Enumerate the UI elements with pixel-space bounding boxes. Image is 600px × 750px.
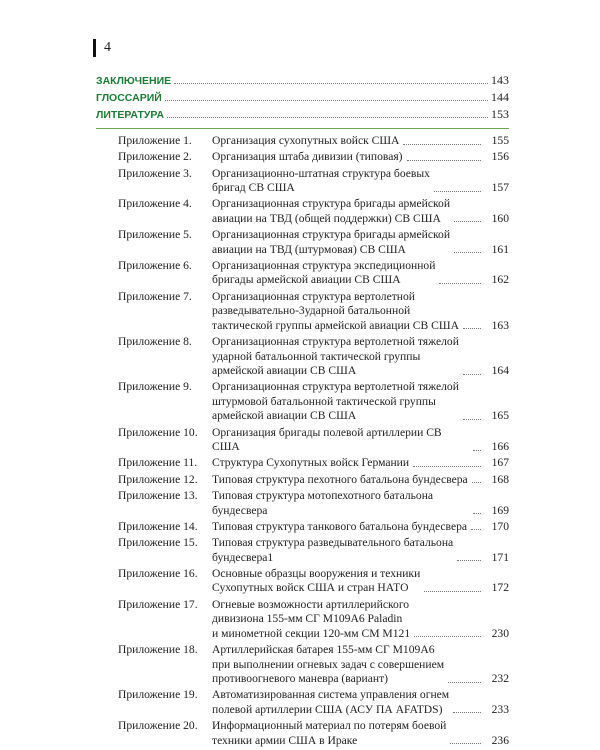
appendix-label: Приложение 10. xyxy=(118,425,198,439)
section-page-number: 144 xyxy=(491,90,509,104)
dot-leader xyxy=(454,221,481,222)
toc-appendix-entry[interactable] xyxy=(96,567,509,596)
appendix-title: Организация бригады полевой артиллерии СВ США xyxy=(212,425,442,454)
dot-leader xyxy=(407,160,481,161)
toc-appendix-entry[interactable] xyxy=(96,473,509,488)
appendix-page-number: 172 xyxy=(491,581,509,595)
section-page-number: 143 xyxy=(491,73,509,87)
appendix-label: Приложение 5. xyxy=(118,228,192,242)
appendix-page-number: 236 xyxy=(491,733,509,747)
appendix-title: Типовая структура мотопехотного батальона бундесвера xyxy=(212,489,434,517)
appendix-body xyxy=(212,688,509,717)
appendix-label: Приложение 17. xyxy=(118,597,198,611)
appendix-page-number: 165 xyxy=(491,409,509,423)
appendix-body xyxy=(212,335,509,379)
appendix-title: Организация сухопутных войск США xyxy=(212,134,400,147)
toc-appendix-entry[interactable] xyxy=(96,150,509,165)
appendix-label: Приложение 19. xyxy=(118,688,198,702)
appendix-title: Организационно-штатная структура боевых бригад СВ США xyxy=(212,166,430,195)
appendix-title: Организационная структура бригады армейской авиации на ТВД (штурмовая) СВ США xyxy=(212,228,451,256)
dot-leader xyxy=(403,144,481,145)
appendix-title: Организационная структура вертолетной тяжелой штурмовой батальонной тактической группы армейской авиации СВ США xyxy=(212,380,459,423)
section-page-number: 153 xyxy=(491,107,509,121)
dot-leader xyxy=(454,252,481,253)
appendix-body xyxy=(212,290,509,334)
dot-leader xyxy=(472,482,481,483)
appendix-title: Информационный материал по потерям боевой техники армии США в Ираке xyxy=(212,719,447,747)
appendix-body xyxy=(212,167,509,196)
appendix-title: Организационная структура вертолетной тяжелой ударной батальонной тактической группы армейской авиации СВ США xyxy=(212,335,459,378)
appendix-body xyxy=(212,150,509,165)
appendix-body xyxy=(212,473,509,488)
appendix-page-number: 162 xyxy=(491,273,509,287)
appendix-label: Приложение 15. xyxy=(118,536,198,550)
dot-leader xyxy=(457,560,481,561)
appendix-page-number: 167 xyxy=(491,456,509,470)
appendix-page-number: 156 xyxy=(491,150,509,164)
appendix-title: Организационная структура бригады армейской авиации на ТВД (общей поддержки) СВ США xyxy=(212,197,451,225)
appendix-title: Типовая структура пехотного батальона бундесвера xyxy=(212,472,468,486)
appendix-body xyxy=(212,520,509,535)
appendix-title: Организационная структура экспедиционной бригады армейской авиации СВ США xyxy=(212,258,436,287)
appendix-label: Приложение 13. xyxy=(118,489,198,503)
appendix-page-number: 168 xyxy=(491,472,509,486)
appendix-page-number: 157 xyxy=(491,181,509,195)
appendix-page-number: 233 xyxy=(491,702,509,716)
appendix-page-number: 164 xyxy=(491,364,509,378)
toc-section-entry[interactable] xyxy=(96,72,509,89)
dot-leader xyxy=(448,682,481,683)
page-number: 4 xyxy=(104,40,111,55)
appendix-body xyxy=(212,598,509,642)
section-divider xyxy=(96,128,509,129)
dot-leader xyxy=(434,191,481,192)
appendix-title: Структура Сухопутных войск Германии xyxy=(212,456,410,470)
toc-appendix-entry[interactable] xyxy=(96,520,509,535)
appendix-page-number: 161 xyxy=(491,242,509,256)
appendix-title: Типовая структура разведывательного батальона бундесвера1 xyxy=(212,536,454,564)
appendix-page-number: 171 xyxy=(491,550,509,564)
appendix-label: Приложение 18. xyxy=(118,643,198,657)
dot-leader xyxy=(167,117,488,118)
table-of-contents xyxy=(96,72,509,750)
section-title: ЗАКЛЮЧЕНИЕ xyxy=(96,75,172,87)
section-list xyxy=(96,72,509,123)
appendix-page-number: 166 xyxy=(491,440,509,454)
toc-section-entry[interactable] xyxy=(96,89,509,106)
toc-appendix-entry[interactable] xyxy=(96,688,509,717)
dot-leader xyxy=(473,450,481,451)
dot-leader xyxy=(463,419,481,420)
appendix-body xyxy=(212,489,509,518)
dot-leader xyxy=(473,513,481,514)
appendix-label: Приложение 16. xyxy=(118,566,198,580)
dot-leader xyxy=(471,529,481,530)
appendix-label: Приложение 14. xyxy=(118,519,198,533)
appendix-page-number: 230 xyxy=(491,626,509,640)
dot-leader xyxy=(463,328,481,329)
appendix-body xyxy=(212,536,509,565)
appendix-title: Типовая структура танкового батальона бундесвера xyxy=(212,519,468,533)
appendix-page-number: 155 xyxy=(491,134,509,147)
toc-appendix-entry[interactable] xyxy=(96,197,509,226)
appendix-label: Приложение 7. xyxy=(118,289,192,303)
appendix-title: Артиллерийская батарея 155-мм СГ М109А6 при выполнении огневых задач с совершением противоогневого маневра (вариант) xyxy=(212,643,445,686)
toc-appendix-entry[interactable] xyxy=(96,456,509,471)
toc-appendix-entry[interactable] xyxy=(96,335,509,379)
appendix-title: Основные образцы вооружения и техники Сухопутных войск США и стран НАТО xyxy=(212,566,421,595)
toc-section-entry[interactable] xyxy=(96,106,509,123)
appendix-title: Автоматизированная система управления огнем полевой артиллерии США (АСУ ПА AFATDS) xyxy=(212,688,450,716)
appendix-label: Приложение 9. xyxy=(118,380,192,394)
toc-appendix-entry[interactable] xyxy=(96,167,509,196)
appendix-label: Приложение 3. xyxy=(118,166,192,180)
header-bar xyxy=(93,39,96,57)
appendix-title: Огневые возможности артиллерийского дивизиона 155-мм СГ М109А6 Paladin и минометной секции 120-мм СМ М121 xyxy=(212,597,411,640)
toc-appendix-entry[interactable] xyxy=(96,426,509,455)
appendix-label: Приложение 2. xyxy=(118,150,192,164)
appendix-label: Приложение 8. xyxy=(118,335,192,349)
toc-appendix-entry[interactable] xyxy=(96,598,509,642)
appendix-body xyxy=(212,719,509,748)
dot-leader xyxy=(453,712,481,713)
dot-leader xyxy=(463,374,481,375)
dot-leader xyxy=(414,636,481,637)
appendix-page-number: 169 xyxy=(491,503,509,517)
appendix-label: Приложение 6. xyxy=(118,258,192,272)
appendix-body xyxy=(212,197,509,226)
dot-leader xyxy=(450,743,481,744)
appendix-label: Приложение 1. xyxy=(118,134,192,147)
appendix-title: Организация штаба дивизии (типовая) xyxy=(212,150,403,164)
toc-appendix-entry[interactable] xyxy=(96,489,509,518)
toc-appendix-entry[interactable] xyxy=(96,719,509,748)
appendix-body xyxy=(212,259,509,288)
appendix-list xyxy=(96,134,509,748)
appendix-page-number: 163 xyxy=(491,318,509,332)
appendix-body xyxy=(212,426,509,455)
appendix-title: Организационная структура вертолетной разведывательно-3ударной батальонной тактической группы армейской авиации СВ США xyxy=(212,289,459,332)
appendix-page-number: 160 xyxy=(491,211,509,225)
appendix-body xyxy=(212,456,509,471)
toc-appendix-entry[interactable] xyxy=(96,290,509,334)
dot-leader xyxy=(413,466,481,467)
appendix-body xyxy=(212,380,509,424)
appendix-label: Приложение 12. xyxy=(118,472,198,486)
dot-leader xyxy=(424,591,481,592)
section-title: ГЛОССАРИЙ xyxy=(96,92,162,104)
page-header xyxy=(93,38,111,58)
appendix-page-number: 232 xyxy=(491,672,509,686)
appendix-label: Приложение 20. xyxy=(118,719,198,733)
toc-appendix-entry[interactable] xyxy=(96,259,509,288)
appendix-label: Приложение 4. xyxy=(118,197,192,211)
appendix-label: Приложение 11. xyxy=(118,456,198,470)
appendix-page-number: 170 xyxy=(491,519,509,533)
toc-appendix-entry[interactable] xyxy=(96,643,509,687)
appendix-body xyxy=(212,643,509,687)
toc-appendix-entry[interactable] xyxy=(96,134,509,149)
appendix-body xyxy=(212,567,509,596)
section-title: ЛИТЕРАТУРА xyxy=(96,109,165,121)
dot-leader xyxy=(165,100,488,101)
toc-appendix-entry[interactable] xyxy=(96,536,509,565)
dot-leader xyxy=(439,283,481,284)
toc-appendix-entry[interactable] xyxy=(96,380,509,424)
dot-leader xyxy=(174,83,488,84)
appendix-body xyxy=(212,228,509,257)
toc-appendix-entry[interactable] xyxy=(96,228,509,257)
appendix-body xyxy=(212,134,509,149)
